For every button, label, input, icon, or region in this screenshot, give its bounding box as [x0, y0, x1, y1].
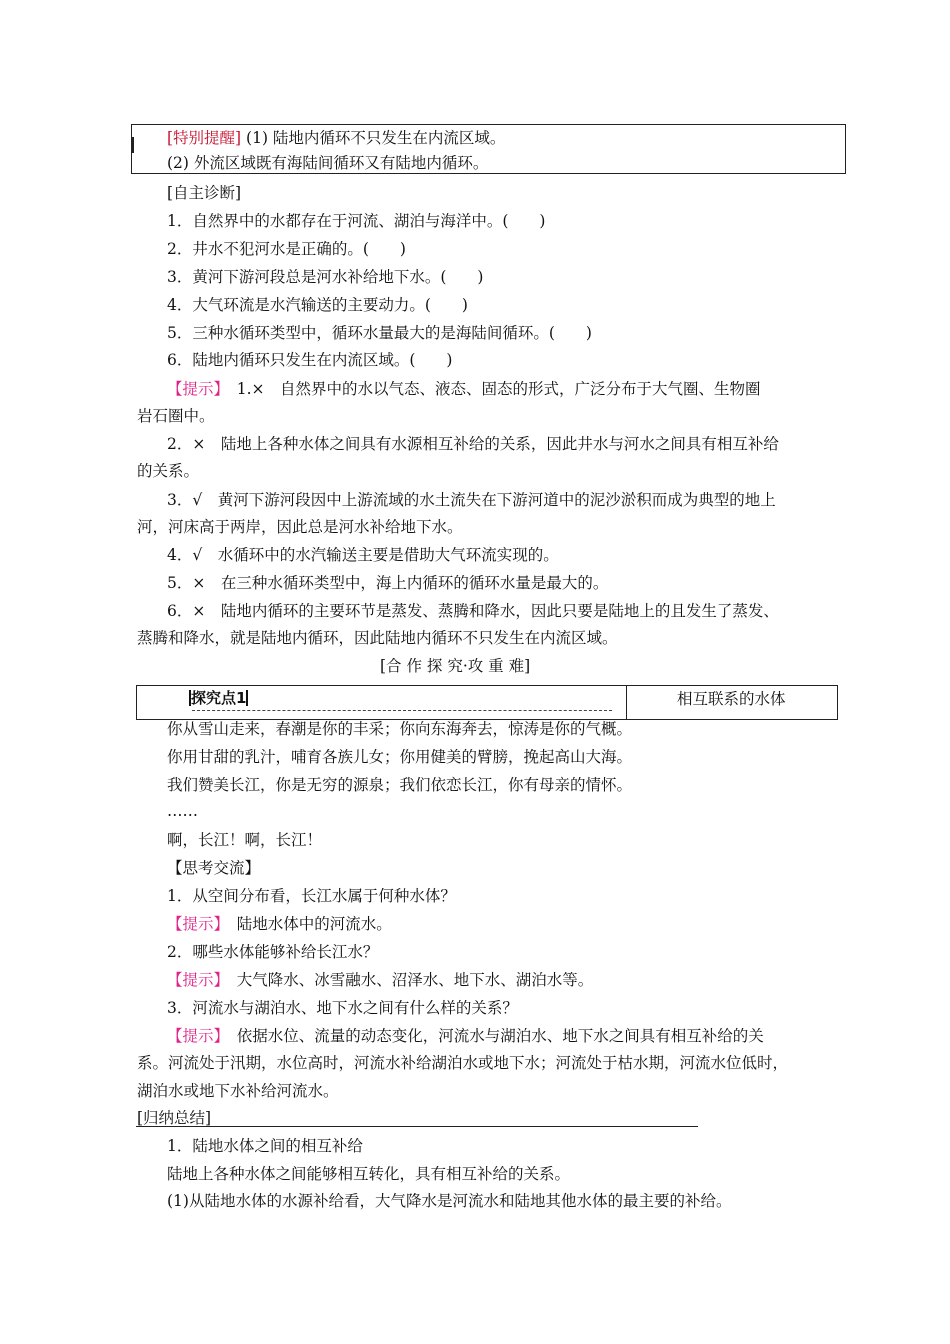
hint-answer-5: 5．× 在三种水循环类型中，海上内循环的循环水量是最大的。 [167, 574, 609, 592]
hint-answer-1-text: 1.× 自然界中的水以气态、液态、固态的形式，广泛分布于大气圈、生物圈 [221, 380, 761, 398]
notice-line-1 [167, 128, 505, 148]
self-check-item-4: 4．大气环流是水汽输送的主要动力。( ) [167, 296, 468, 314]
self-check-title: [自主诊断] [167, 184, 242, 202]
discussion-q2: 2．哪些水体能够补给长江水？ [167, 943, 379, 961]
discussion-q3: 3．河流水与湖泊水、地下水之间有什么样的关系？ [167, 999, 518, 1017]
probe-bar-right [246, 690, 248, 706]
hint-answer-1 [167, 379, 761, 399]
notice-tag: [特别提醒] [167, 129, 242, 147]
hint-answer-2: 2．× 陆地上各种水体之间具有水源相互补给的关系，因此井水与河水之间具有相互补给 [167, 435, 779, 453]
probe-label [189, 688, 248, 708]
self-check-item-2: 2．井水不犯河水是正确的。( ) [167, 240, 406, 258]
hint-answer-1-cont: 岩石圈中。 [137, 407, 215, 425]
probe-divider [626, 686, 627, 719]
self-check-item-1: 1．自然界中的水都存在于河流、湖泊与海洋中。( ) [167, 212, 546, 230]
hint-label: 【提示】 [167, 915, 222, 933]
probe-label-text: 探究点1 [191, 689, 247, 707]
probe-header-box [136, 685, 838, 720]
section-title: [合 作 探 究·攻 重 难] [380, 657, 531, 675]
discussion-h1-text: 陆地水体中的河流水。 [221, 915, 392, 933]
probe-title: 相互联系的水体 [677, 690, 786, 708]
poem-line-1: 你从雪山走来，春潮是你的丰采；你向东海奔去，惊涛是你的气概。 [167, 720, 633, 738]
probe-dashed-rule [192, 710, 612, 711]
hint-answer-2-cont: 的关系。 [137, 462, 200, 480]
notice-text-1: (1) 陆地内循环不只发生在内流区域。 [246, 129, 506, 147]
hint-answer-6-cont: 蒸腾和降水，就是陆地内循环，因此陆地内循环不只发生在内流区域。 [137, 629, 618, 647]
discussion-h3-cont-1: 系。河流处于汛期，水位高时，河流水补给湖泊水或地下水；河流处于枯水期，河流水位低时， [137, 1054, 789, 1072]
discussion-h2-text: 大气降水、冰雪融水、沼泽水、地下水、湖泊水等。 [221, 971, 594, 989]
poem-line-4: …… [167, 802, 198, 820]
poem-line-2: 你用甘甜的乳汁，哺育各族儿女；你用健美的臂膀，挽起高山大海。 [167, 748, 633, 766]
self-check-item-5: 5．三种水循环类型中，循环水量最大的是海陆间循环。( ) [167, 324, 592, 342]
discussion-h3-text: 依据水位、流量的动态变化，河流水与湖泊水、地下水之间具有相互补给的关 [221, 1027, 764, 1045]
summary-p1: 1．陆地水体之间的相互补给 [167, 1137, 363, 1155]
hint-answer-4: 4．√ 水循环中的水汽输送主要是借助大气环流实现的。 [167, 546, 559, 564]
hint-answer-3: 3．√ 黄河下游河段因中上游流域的水土流失在下游河道中的泥沙淤积而成为典型的地上 [167, 491, 776, 509]
hint-label: 【提示】 [167, 971, 222, 989]
discussion-h1 [167, 914, 392, 934]
poem-line-3: 我们赞美长江，你是无穷的源泉；我们依恋长江，你有母亲的情怀。 [167, 776, 633, 794]
hint-answer-6: 6．× 陆地内循环的主要环节是蒸发、蒸腾和降水，因此只要是陆地上的且发生了蒸发、 [167, 602, 779, 620]
notice-line-2: (2) 外流区域既有海陆间循环又有陆地内循环。 [167, 154, 489, 172]
discussion-q1: 1．从空间分布看，长江水属于何种水体？ [167, 887, 456, 905]
summary-title: [归纳总结] [137, 1109, 212, 1127]
summary-p3: (1)从陆地水体的水源补给看，大气降水是河流水和陆地其他水体的最主要的补给。 [167, 1192, 732, 1210]
discussion-h3 [167, 1026, 764, 1046]
hint-label: 【提示】 [167, 1027, 222, 1045]
discussion-h2 [167, 970, 593, 990]
summary-p2: 陆地上各种水体之间能够相互转化，具有相互补给的关系。 [167, 1165, 571, 1183]
notice-left-bar [132, 137, 134, 153]
hint-label: 【提示】 [167, 380, 222, 398]
discussion-title: 【思考交流】 [167, 859, 261, 877]
summary-underline [136, 1126, 698, 1127]
hint-answer-3-cont: 河，河床高于两岸，因此总是河水补给地下水。 [137, 518, 463, 536]
self-check-item-6: 6．陆地内循环只发生在内流区域。( ) [167, 351, 453, 369]
discussion-h3-cont-2: 湖泊水或地下水补给河流水。 [137, 1082, 339, 1100]
poem-line-5: 啊，长江！啊，长江！ [167, 831, 323, 849]
self-check-item-3: 3．黄河下游河段总是河水补给地下水。( ) [167, 268, 484, 286]
